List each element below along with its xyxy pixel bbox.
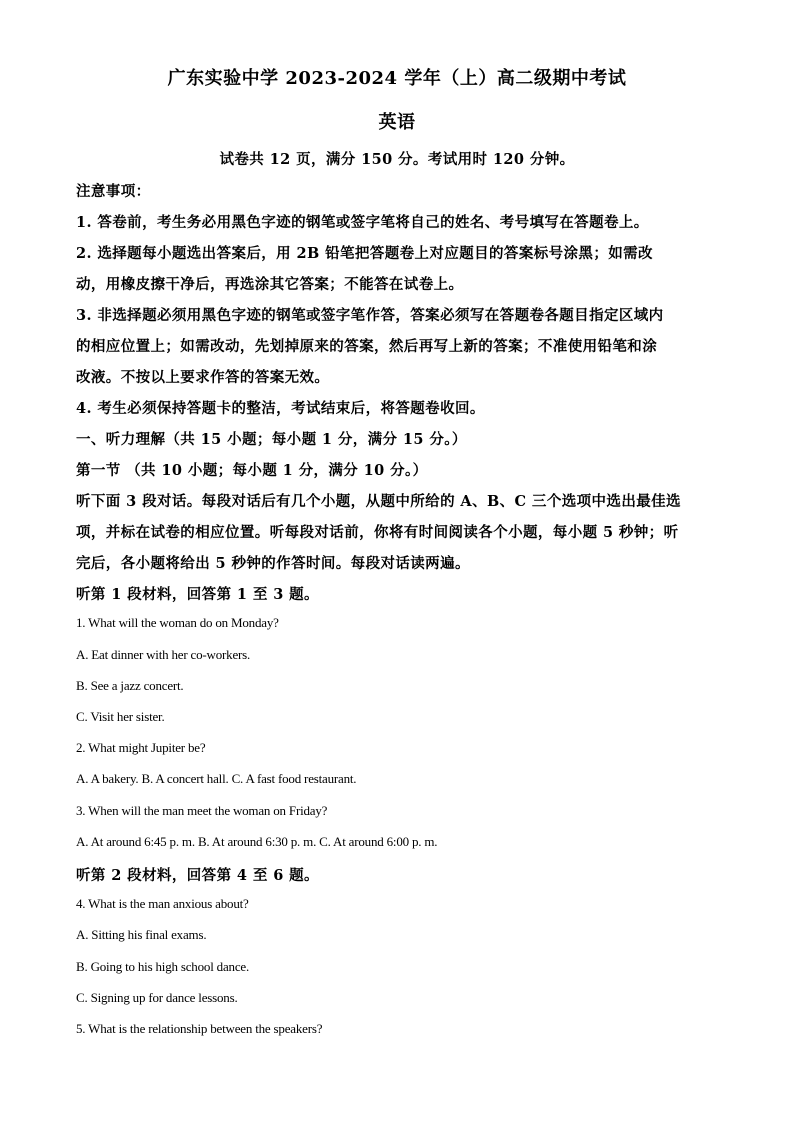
option: B. See a jazz concert. bbox=[76, 678, 184, 693]
instruction-line: 完后，各小题将给出 5 秒钟的作答时间。每段对话读两遍。 bbox=[76, 555, 470, 572]
instruction-line: 项，并标在试卷的相应位置。听每段对话前，你将有时间阅读各个小题，每小题 5 秒钟；听 bbox=[76, 524, 679, 541]
option-row: A. A bakery. B. A concert hall. C. A fast food restaurant. bbox=[76, 771, 357, 786]
option: A. Eat dinner with her co-workers. bbox=[76, 647, 251, 662]
question: 5. What is the relationship between the speakers? bbox=[76, 1021, 323, 1036]
option-row: A. At around 6:45 p. m. B. At around 6:30 p. m. C. At around 6:00 p. m. bbox=[76, 834, 438, 849]
notice-item: 的相应位置上；如需改动，先划掉原来的答案，然后再写上新的答案；不准使用铅笔和涂 bbox=[76, 338, 658, 355]
question: 2. What might Jupiter be? bbox=[76, 740, 206, 755]
option: C. Signing up for dance lessons. bbox=[76, 990, 238, 1005]
notice-item: 1. 答卷前，考生务必用黑色字迹的钢笔或签字笔将自己的姓名、考号填写在答题卷上。 bbox=[76, 214, 649, 231]
section-heading: 一、听力理解（共 15 小题；每小题 1 分，满分 15 分。） bbox=[76, 431, 467, 448]
notice-heading: 注意事项： bbox=[76, 183, 151, 200]
option: C. Visit her sister. bbox=[76, 709, 165, 724]
notice-item: 4. 考生必须保持答题卡的整洁，考试结束后，将答题卷收回。 bbox=[76, 400, 485, 417]
dialogue-heading: 听第 2 段材料，回答第 4 至 6 题。 bbox=[76, 867, 319, 884]
option: A. Sitting his final exams. bbox=[76, 927, 207, 942]
question: 4. What is the man anxious about? bbox=[76, 896, 249, 911]
exam-info: 试卷共 12 页，满分 150 分。考试用时 120 分钟。 bbox=[219, 151, 575, 168]
notice-item: 2. 选择题每小题选出答案后，用 2B 铅笔把答题卷上对应题目的答案标号涂黑；如需改 bbox=[76, 245, 653, 262]
notice-item: 3. 非选择题必须用黑色字迹的钢笔或签字笔作答，答案必须写在答题卷各题目指定区域内 bbox=[76, 307, 664, 324]
notice-item: 动，用橡皮擦干净后，再选涂其它答案；不能答在试卷上。 bbox=[76, 276, 464, 293]
exam-title: 广东实验中学 2023-2024 学年（上）高二级期中考试 bbox=[167, 68, 627, 89]
question: 1. What will the woman do on Monday? bbox=[76, 615, 279, 630]
notice-item: 改液。不按以上要求作答的答案无效。 bbox=[76, 369, 330, 386]
instruction-line: 听下面 3 段对话。每段对话后有几个小题，从题中所给的 A、B、C 三个选项中选出最佳选 bbox=[76, 493, 681, 510]
option: B. Going to his high school dance. bbox=[76, 959, 250, 974]
question: 3. When will the man meet the woman on Friday? bbox=[76, 803, 328, 818]
dialogue-heading: 听第 1 段材料，回答第 1 至 3 题。 bbox=[76, 586, 319, 603]
subject-title: 英语 bbox=[378, 112, 416, 133]
part-heading: 第一节 （共 10 小题；每小题 1 分，满分 10 分。） bbox=[76, 462, 428, 479]
